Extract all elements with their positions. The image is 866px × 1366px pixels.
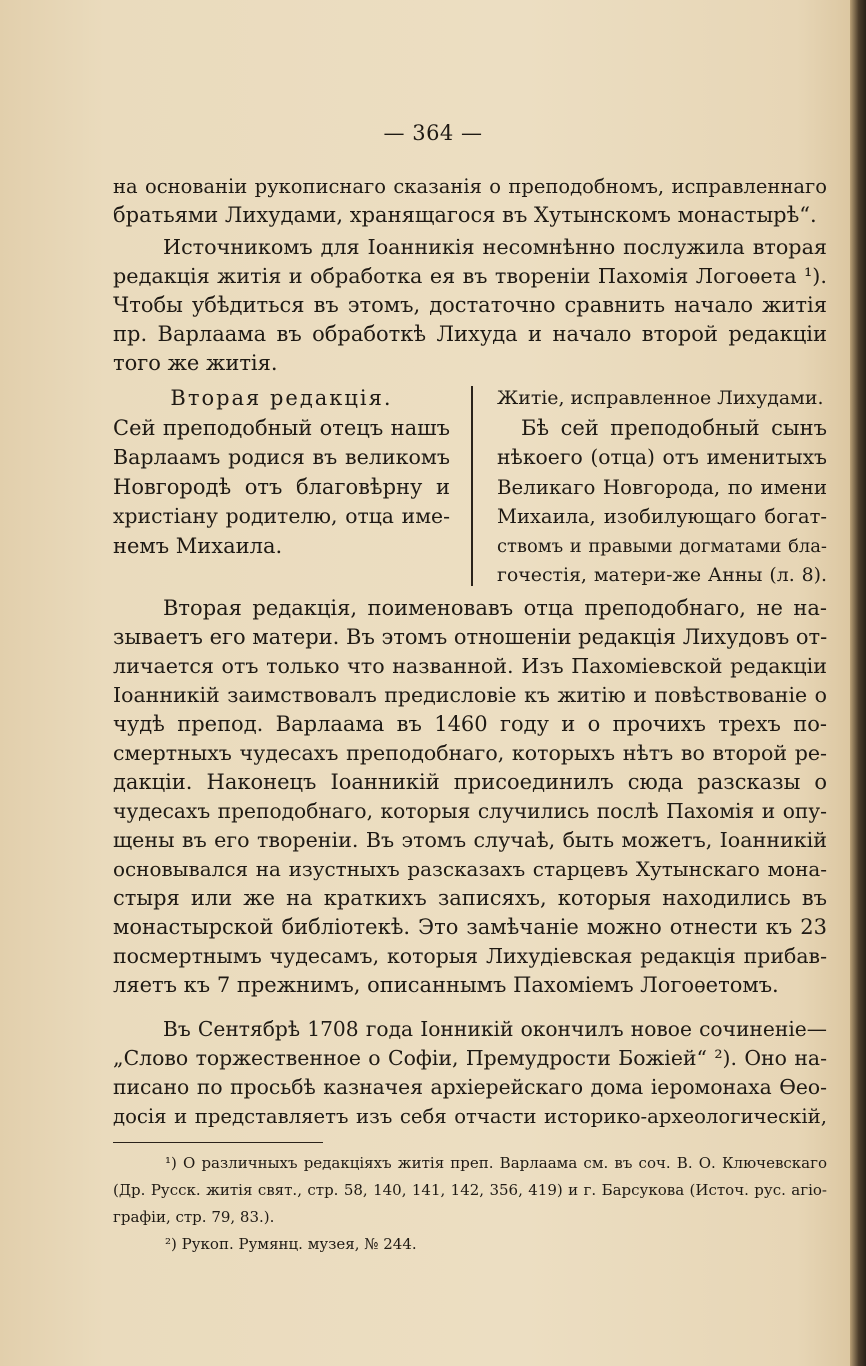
text-line: посмертнымъ чудесамъ, которыя Лихудіевская редакція прибав- xyxy=(113,944,827,968)
page-number: — 364 — xyxy=(383,121,483,145)
text-line: ствомъ и правыми догматами бла- xyxy=(497,535,827,557)
text-line: немъ Михаила. xyxy=(113,533,283,558)
intro-paragraph xyxy=(113,172,827,230)
text-line: чудесахъ преподобнаго, которыя случились послѣ Пахомія и опу- xyxy=(113,799,827,823)
text-line: редакція житія и обработка ея въ твореніи Пахомія Логоѳета ¹). xyxy=(113,264,827,288)
column-divider xyxy=(471,386,473,586)
text-line: дакціи. Наконецъ Іоанникій присоединилъ сюда разсказы о xyxy=(113,770,827,794)
text-line: христіану родителю, отца име- xyxy=(113,504,450,528)
text-line: Іоанникій заимствовалъ предисловіе къ житію и повѣствованіе о xyxy=(113,683,827,707)
footnote-line: ²) Рукоп. Румянц. музея, № 244. xyxy=(165,1235,417,1253)
paragraph-slovo xyxy=(113,1015,827,1131)
text-line: ляетъ къ 7 прежнимъ, описаннымъ Пахоміемъ Логоѳетомъ. xyxy=(113,973,779,997)
footnote-line: графіи, стр. 79, 83.). xyxy=(113,1208,275,1226)
footnote-divider xyxy=(113,1142,323,1143)
text-line: Вторая редакція, поименовавъ отца преподобнаго, не на- xyxy=(163,596,827,620)
paragraph-comparison xyxy=(113,594,827,1000)
left-column-heading: Вторая редакція. xyxy=(170,386,393,410)
text-line: нѣкоего (отца) отъ именитыхъ xyxy=(497,445,827,469)
text-line: гочестія, матери-же Анны (л. 8). xyxy=(497,564,827,586)
comparison-left-column xyxy=(113,384,450,561)
text-line: личается отъ только что названной. Изъ Пахоміевской редакціи xyxy=(113,654,827,678)
text-line: зываетъ его матери. Въ этомъ отношеніи редакція Лихудовъ от- xyxy=(113,625,828,649)
text-line: Чтобы убѣдиться въ этомъ, достаточно сравнить начало житія xyxy=(113,293,827,317)
text-line: на основаніи рукописнаго сказанія о преподобномъ, исправленнаго xyxy=(113,175,827,198)
comparison-right-column xyxy=(497,384,827,591)
text-line: писано по просьбѣ казначея архіерейскаго дома іеромонаха Ѳео- xyxy=(113,1075,827,1099)
text-line: Варлаамъ родися въ великомъ xyxy=(113,445,450,469)
text-line: Бѣ сей преподобный сынъ xyxy=(521,415,827,440)
text-line: Въ Сентябрѣ 1708 года Іонникій окончилъ новое сочиненіе— xyxy=(163,1017,827,1041)
right-column-heading: Житіе, исправленное Лихудами. xyxy=(497,387,824,409)
text-line: „Слово торжественное о Софіи, Премудрости Божіей“ ²). Оно на- xyxy=(113,1046,827,1070)
text-line: Великаго Новгорода, по имени xyxy=(497,475,827,499)
text-line: Михаила, изобилующаго богат- xyxy=(497,505,827,528)
book-binding-edge xyxy=(850,0,866,1366)
footnote-line: ¹) О различныхъ редакціяхъ житія преп. Варлаама см. въ соч. В. О. Ключевскаго xyxy=(165,1154,827,1172)
text-line: щены въ его твореніи. Въ этомъ случаѣ, быть можетъ, Іоанникій xyxy=(113,828,827,852)
footnotes xyxy=(113,1150,827,1258)
paragraph-sources xyxy=(113,233,827,378)
text-line: Источникомъ для Іоанникія несомнѣнно послужила вторая xyxy=(163,235,827,259)
text-line: монастырской библіотекѣ. Это замѣчаніе можно отнести къ 23 xyxy=(113,915,827,939)
text-line: смертныхъ чудесахъ преподобнаго, которыхъ нѣтъ во второй ре- xyxy=(113,741,827,765)
text-line: пр. Варлаама въ обработкѣ Лихуда и начало второй редакціи xyxy=(113,322,827,346)
text-line: Сей преподобный отецъ нашъ xyxy=(113,415,450,440)
text-line: досія и представляетъ изъ себя отчасти историко-археологическій, xyxy=(113,1105,827,1128)
text-line: Новгородѣ отъ благовѣрну и xyxy=(113,474,450,499)
text-line: того же житія. xyxy=(113,351,278,375)
footnote-line: (Др. Русск. житія свят., стр. 58, 140, 141, 142, 356, 419) и г. Барсукова (Источ. рус. агіо- xyxy=(113,1181,827,1199)
text-line: стыря или же на краткихъ записяхъ, которыя находились въ xyxy=(113,886,827,910)
text-line: чудѣ препод. Варлаама въ 1460 году и о прочихъ трехъ по- xyxy=(113,712,827,736)
text-line: братьями Лихудами, хранящагося въ Хутынскомъ монастырѣ“. xyxy=(113,203,817,227)
text-line: основывался на изустныхъ разсказахъ старцевъ Хутынскаго мона- xyxy=(113,857,827,881)
